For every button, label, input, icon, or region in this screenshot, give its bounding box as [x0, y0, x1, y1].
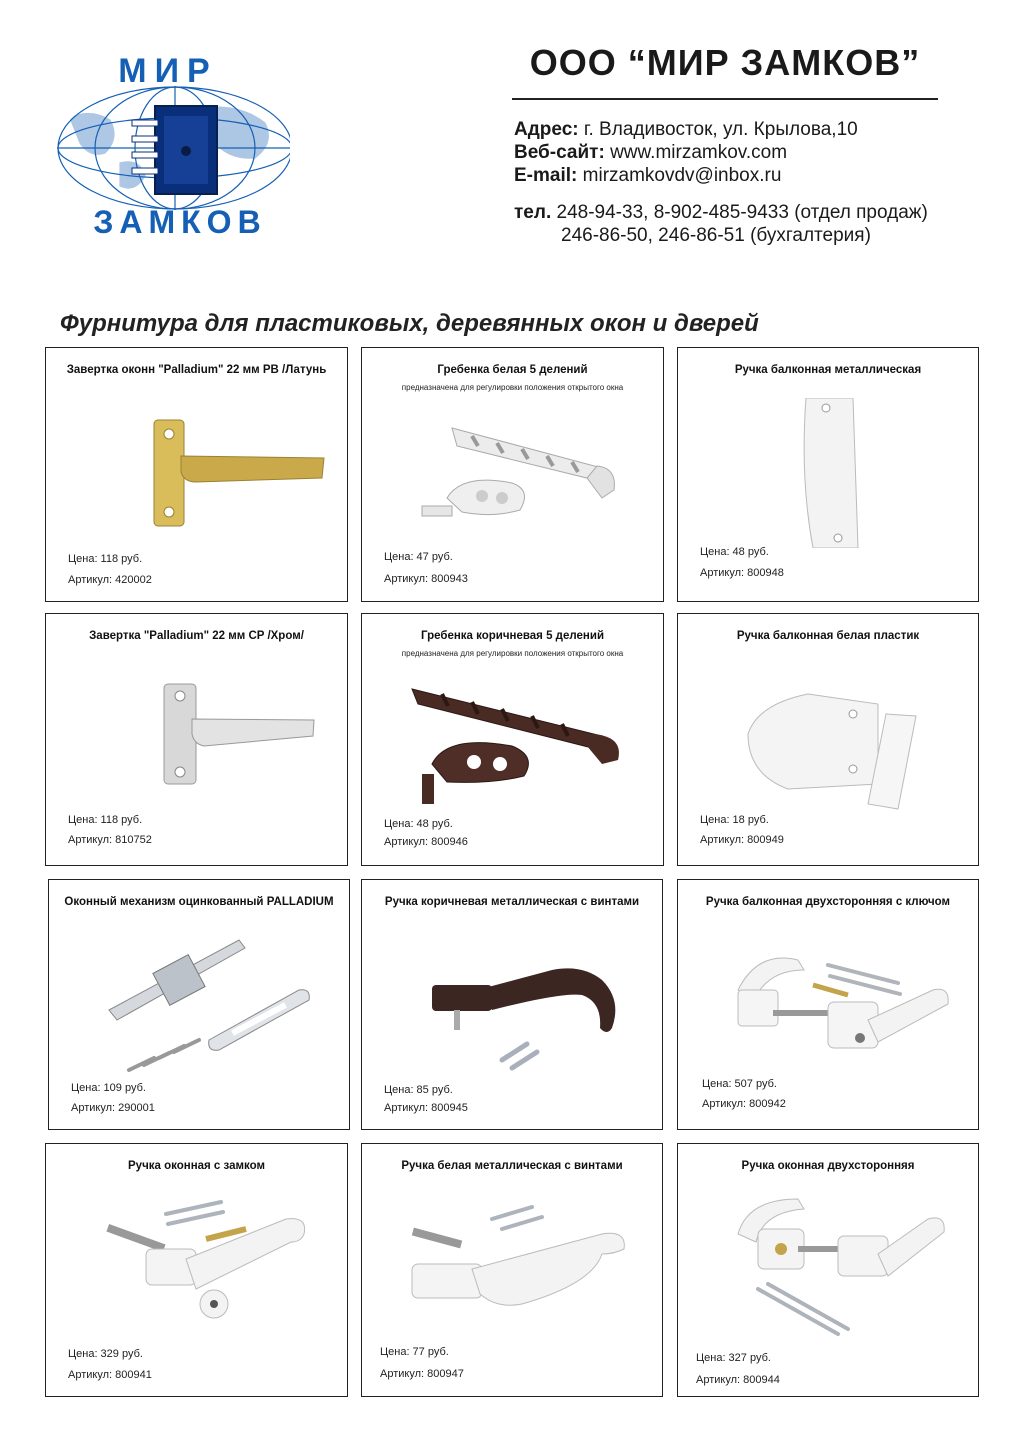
- product-subtitle: предназначена для регулировки положения открытого окна: [401, 649, 624, 658]
- product-price: Цена: 85 руб.: [384, 1084, 453, 1096]
- balcony-pull-handle-icon: [718, 398, 958, 548]
- product-card-800943: [361, 347, 664, 602]
- email-link[interactable]: mirzamkovdv@inbox.ru: [582, 165, 782, 186]
- product-title: Ручка балконная двухсторонняя с ключом: [705, 896, 951, 908]
- product-card-290001: [48, 879, 350, 1130]
- white-window-handle-icon: [402, 1194, 642, 1344]
- logo-top-text: МИР: [118, 52, 218, 90]
- product-article: Артикул: 810752: [68, 834, 152, 846]
- product-card-800942: [677, 879, 979, 1130]
- product-card-800948: [677, 347, 979, 602]
- product-article: Артикул: 420002: [68, 574, 152, 586]
- product-title: Ручка балконная белая пластик: [736, 630, 920, 642]
- brown-window-stay-icon: [402, 664, 642, 814]
- product-title: Гребенка белая 5 делений: [437, 364, 588, 376]
- product-price: Цена: 118 руб.: [68, 553, 143, 565]
- logo-bottom-text: ЗАМКОВ: [93, 204, 267, 240]
- tel-label: тел.: [514, 202, 552, 223]
- product-title: Ручка балконная металлическая: [734, 364, 922, 376]
- plastic-balcony-handle-icon: [718, 664, 958, 814]
- product-price: Цена: 327 руб.: [696, 1352, 771, 1364]
- product-article: Артикул: 290001: [71, 1102, 155, 1114]
- product-price: Цена: 48 руб.: [700, 546, 769, 558]
- product-card-800949: [677, 613, 979, 866]
- product-card-810752: [45, 613, 348, 866]
- brass-window-latch-icon: [86, 398, 326, 548]
- product-article: Артикул: 800949: [700, 834, 784, 846]
- product-article: Артикул: 800942: [702, 1098, 786, 1110]
- address-label: Адрес:: [514, 119, 579, 140]
- window-lock-mechanism-icon: [89, 930, 329, 1080]
- tel-accounting: 246-86-50, 246-86-51 (бухгалтерия): [561, 225, 871, 246]
- product-title: Оконный механизм оцинкованный PALLADIUM: [64, 896, 334, 908]
- product-price: Цена: 118 руб.: [68, 814, 143, 826]
- product-article: Артикул: 800948: [700, 567, 784, 579]
- product-article: Артикул: 800946: [384, 836, 468, 848]
- product-article: Артикул: 800941: [68, 1369, 152, 1381]
- address-value: г. Владивосток, ул. Крылова,10: [583, 119, 858, 140]
- product-title: Завертка оконн "Palladium" 22 мм PB /Латунь: [66, 364, 327, 376]
- product-subtitle: предназначена для регулировки положения открытого окна: [401, 383, 624, 392]
- product-card-420002: [45, 347, 348, 602]
- chrome-window-latch-icon: [86, 664, 326, 814]
- company-logo: [50, 48, 290, 248]
- product-price: Цена: 47 руб.: [384, 551, 453, 563]
- product-price: Цена: 507 руб.: [702, 1078, 777, 1090]
- product-article: Артикул: 800943: [384, 573, 468, 585]
- section-title: Фурнитура для пластиковых, деревянных окон и дверей: [60, 310, 759, 337]
- product-card-800946: [361, 613, 664, 866]
- double-window-handle-icon: [718, 1194, 958, 1344]
- product-card-800945: [361, 879, 663, 1130]
- product-price: Цена: 48 руб.: [384, 818, 453, 830]
- product-title: Завертка "Palladium" 22 мм CP /Хром/: [89, 630, 304, 642]
- product-card-800947: [361, 1143, 663, 1397]
- product-title: Ручка оконная двухсторонняя: [741, 1160, 915, 1172]
- product-article: Артикул: 800944: [696, 1374, 780, 1386]
- header-divider: [512, 98, 938, 100]
- product-card-800944: [677, 1143, 979, 1397]
- product-price: Цена: 109 руб.: [71, 1082, 146, 1094]
- product-card-800941: [45, 1143, 348, 1397]
- product-article: Артикул: 800947: [380, 1368, 464, 1380]
- product-title: Ручка коричневая металлическая с винтами: [384, 896, 640, 908]
- contact-block: [514, 118, 928, 247]
- company-name: ООО “МИР ЗАМКОВ”: [529, 42, 921, 83]
- tel-sales: 248-94-33, 8-902-485-9433 (отдел продаж): [556, 202, 928, 223]
- product-price: Цена: 329 руб.: [68, 1348, 143, 1360]
- product-title: Ручка оконная с замком: [128, 1160, 265, 1172]
- product-price: Цена: 18 руб.: [700, 814, 769, 826]
- product-price: Цена: 77 руб.: [380, 1346, 449, 1358]
- white-window-stay-icon: [402, 398, 642, 548]
- double-handle-with-key-icon: [718, 930, 958, 1080]
- brown-window-handle-icon: [402, 930, 642, 1080]
- window-handle-with-lock-icon: [86, 1194, 326, 1344]
- site-label: Веб-сайт:: [514, 142, 605, 163]
- site-link[interactable]: www.mirzamkov.com: [610, 142, 788, 163]
- product-article: Артикул: 800945: [384, 1102, 468, 1114]
- email-label: E-mail:: [514, 165, 578, 186]
- product-title: Ручка белая металлическая с винтами: [401, 1160, 623, 1172]
- product-title: Гребенка коричневая 5 делений: [420, 630, 605, 642]
